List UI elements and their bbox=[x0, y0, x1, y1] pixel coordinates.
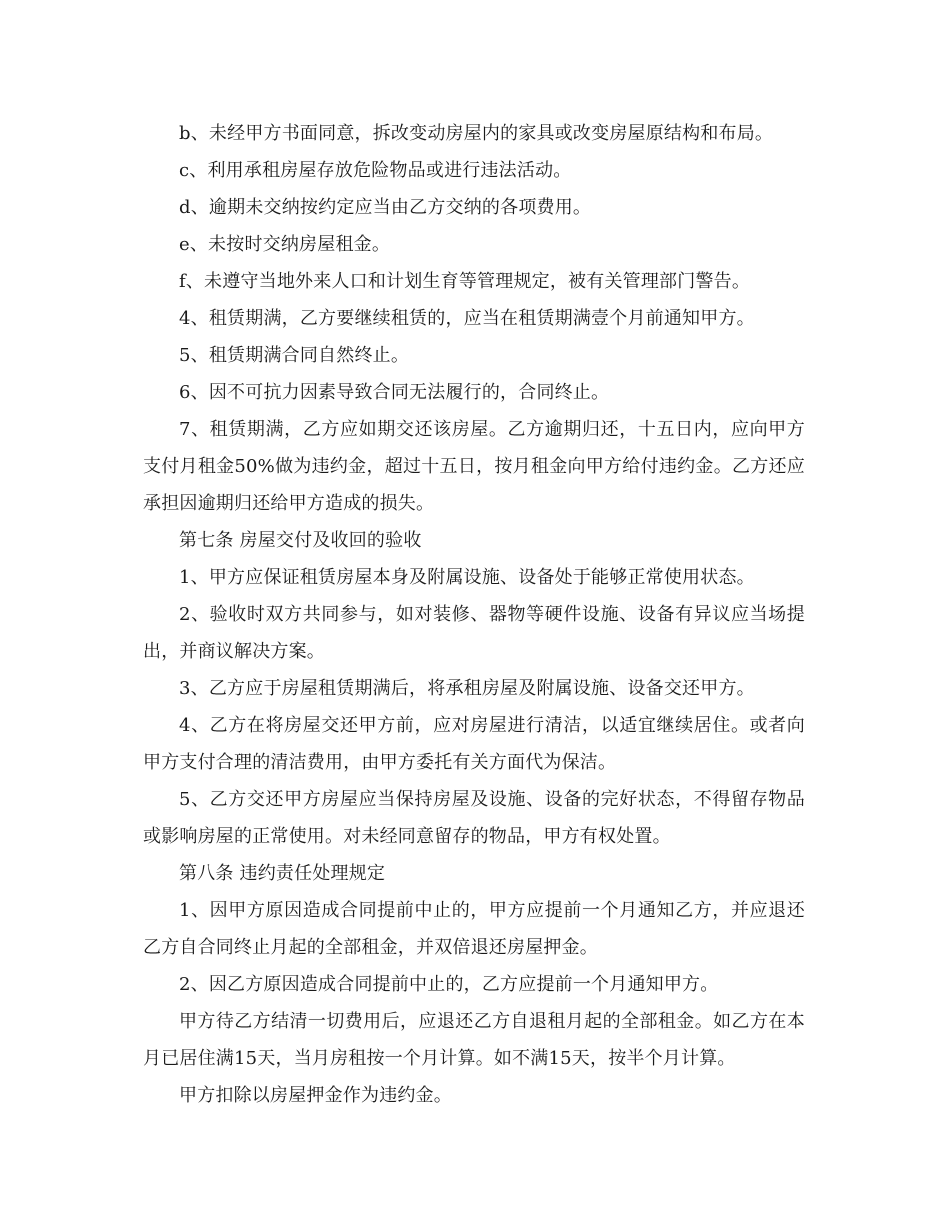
clause-c: c、利用承租房屋存放危险物品或进行违法活动。 bbox=[179, 160, 572, 181]
article-7-item-2: 2、验收时双方共同参与，如对装修、器物等硬件设施、设备有异议应当场提出，并商议解决方案。 bbox=[143, 604, 805, 662]
clause-4-renewal: 4、租赁期满，乙方要继续租赁的，应当在租赁期满壹个月前通知甲方。 bbox=[179, 308, 755, 329]
article-7-item-4: 4、乙方在将房屋交还甲方前，应对房屋进行清洁，以适宜继续居住。或者向甲方支付合理的清洁费用，由甲方委托有关方面代为保洁。 bbox=[143, 715, 805, 773]
clause-7-return: 7、租赁期满，乙方应如期交还该房屋。乙方逾期归还，十五日内，应向甲方支付月租金50%做为违约金，超过十五日，按月租金向甲方给付违约金。乙方还应承担因逾期归还给甲方造成的损失。 bbox=[143, 419, 805, 514]
clause-b: b、未经甲方书面同意，拆改变动房屋内的家具或改变房屋原结构和布局。 bbox=[179, 123, 774, 144]
article-7-heading: 第七条 房屋交付及收回的验收 bbox=[179, 530, 422, 551]
article-8-heading: 第八条 违约责任处理规定 bbox=[179, 863, 386, 884]
article-7-item-1: 1、甲方应保证租赁房屋本身及附属设施、设备处于能够正常使用状态。 bbox=[179, 567, 755, 588]
article-8-item-1: 1、因甲方原因造成合同提前中止的，甲方应提前一个月通知乙方，并应退还乙方自合同终止月起的全部租金，并双倍退还房屋押金。 bbox=[143, 900, 805, 958]
document-body bbox=[143, 115, 805, 1114]
clause-f: f、未遵守当地外来人口和计划生育等管理规定，被有关管理部门警告。 bbox=[179, 271, 751, 292]
article-7-item-5: 5、乙方交还甲方房屋应当保持房屋及设施、设备的完好状态，不得留存物品或影响房屋的正常使用。对未经同意留存的物品，甲方有权处置。 bbox=[143, 789, 805, 847]
article-8-refund-note: 甲方待乙方结清一切费用后，应退还乙方自退租月起的全部租金。如乙方在本月已居住满15天，当月房租按一个月计算。如不满15天，按半个月计算。 bbox=[143, 1011, 805, 1069]
clause-d: d、逾期未交纳按约定应当由乙方交纳的各项费用。 bbox=[179, 197, 592, 218]
clause-e: e、未按时交纳房屋租金。 bbox=[179, 234, 391, 255]
article-7-item-3: 3、乙方应于房屋租赁期满后，将承租房屋及附属设施、设备交还甲方。 bbox=[179, 678, 755, 699]
article-8-item-2: 2、因乙方原因造成合同提前中止的，乙方应提前一个月通知甲方。 bbox=[179, 974, 719, 995]
clause-6-force-majeure: 6、因不可抗力因素导致合同无法履行的，合同终止。 bbox=[179, 382, 610, 403]
clause-5-expiry: 5、租赁期满合同自然终止。 bbox=[179, 345, 410, 366]
article-8-deposit-note: 甲方扣除以房屋押金作为违约金。 bbox=[179, 1085, 452, 1106]
